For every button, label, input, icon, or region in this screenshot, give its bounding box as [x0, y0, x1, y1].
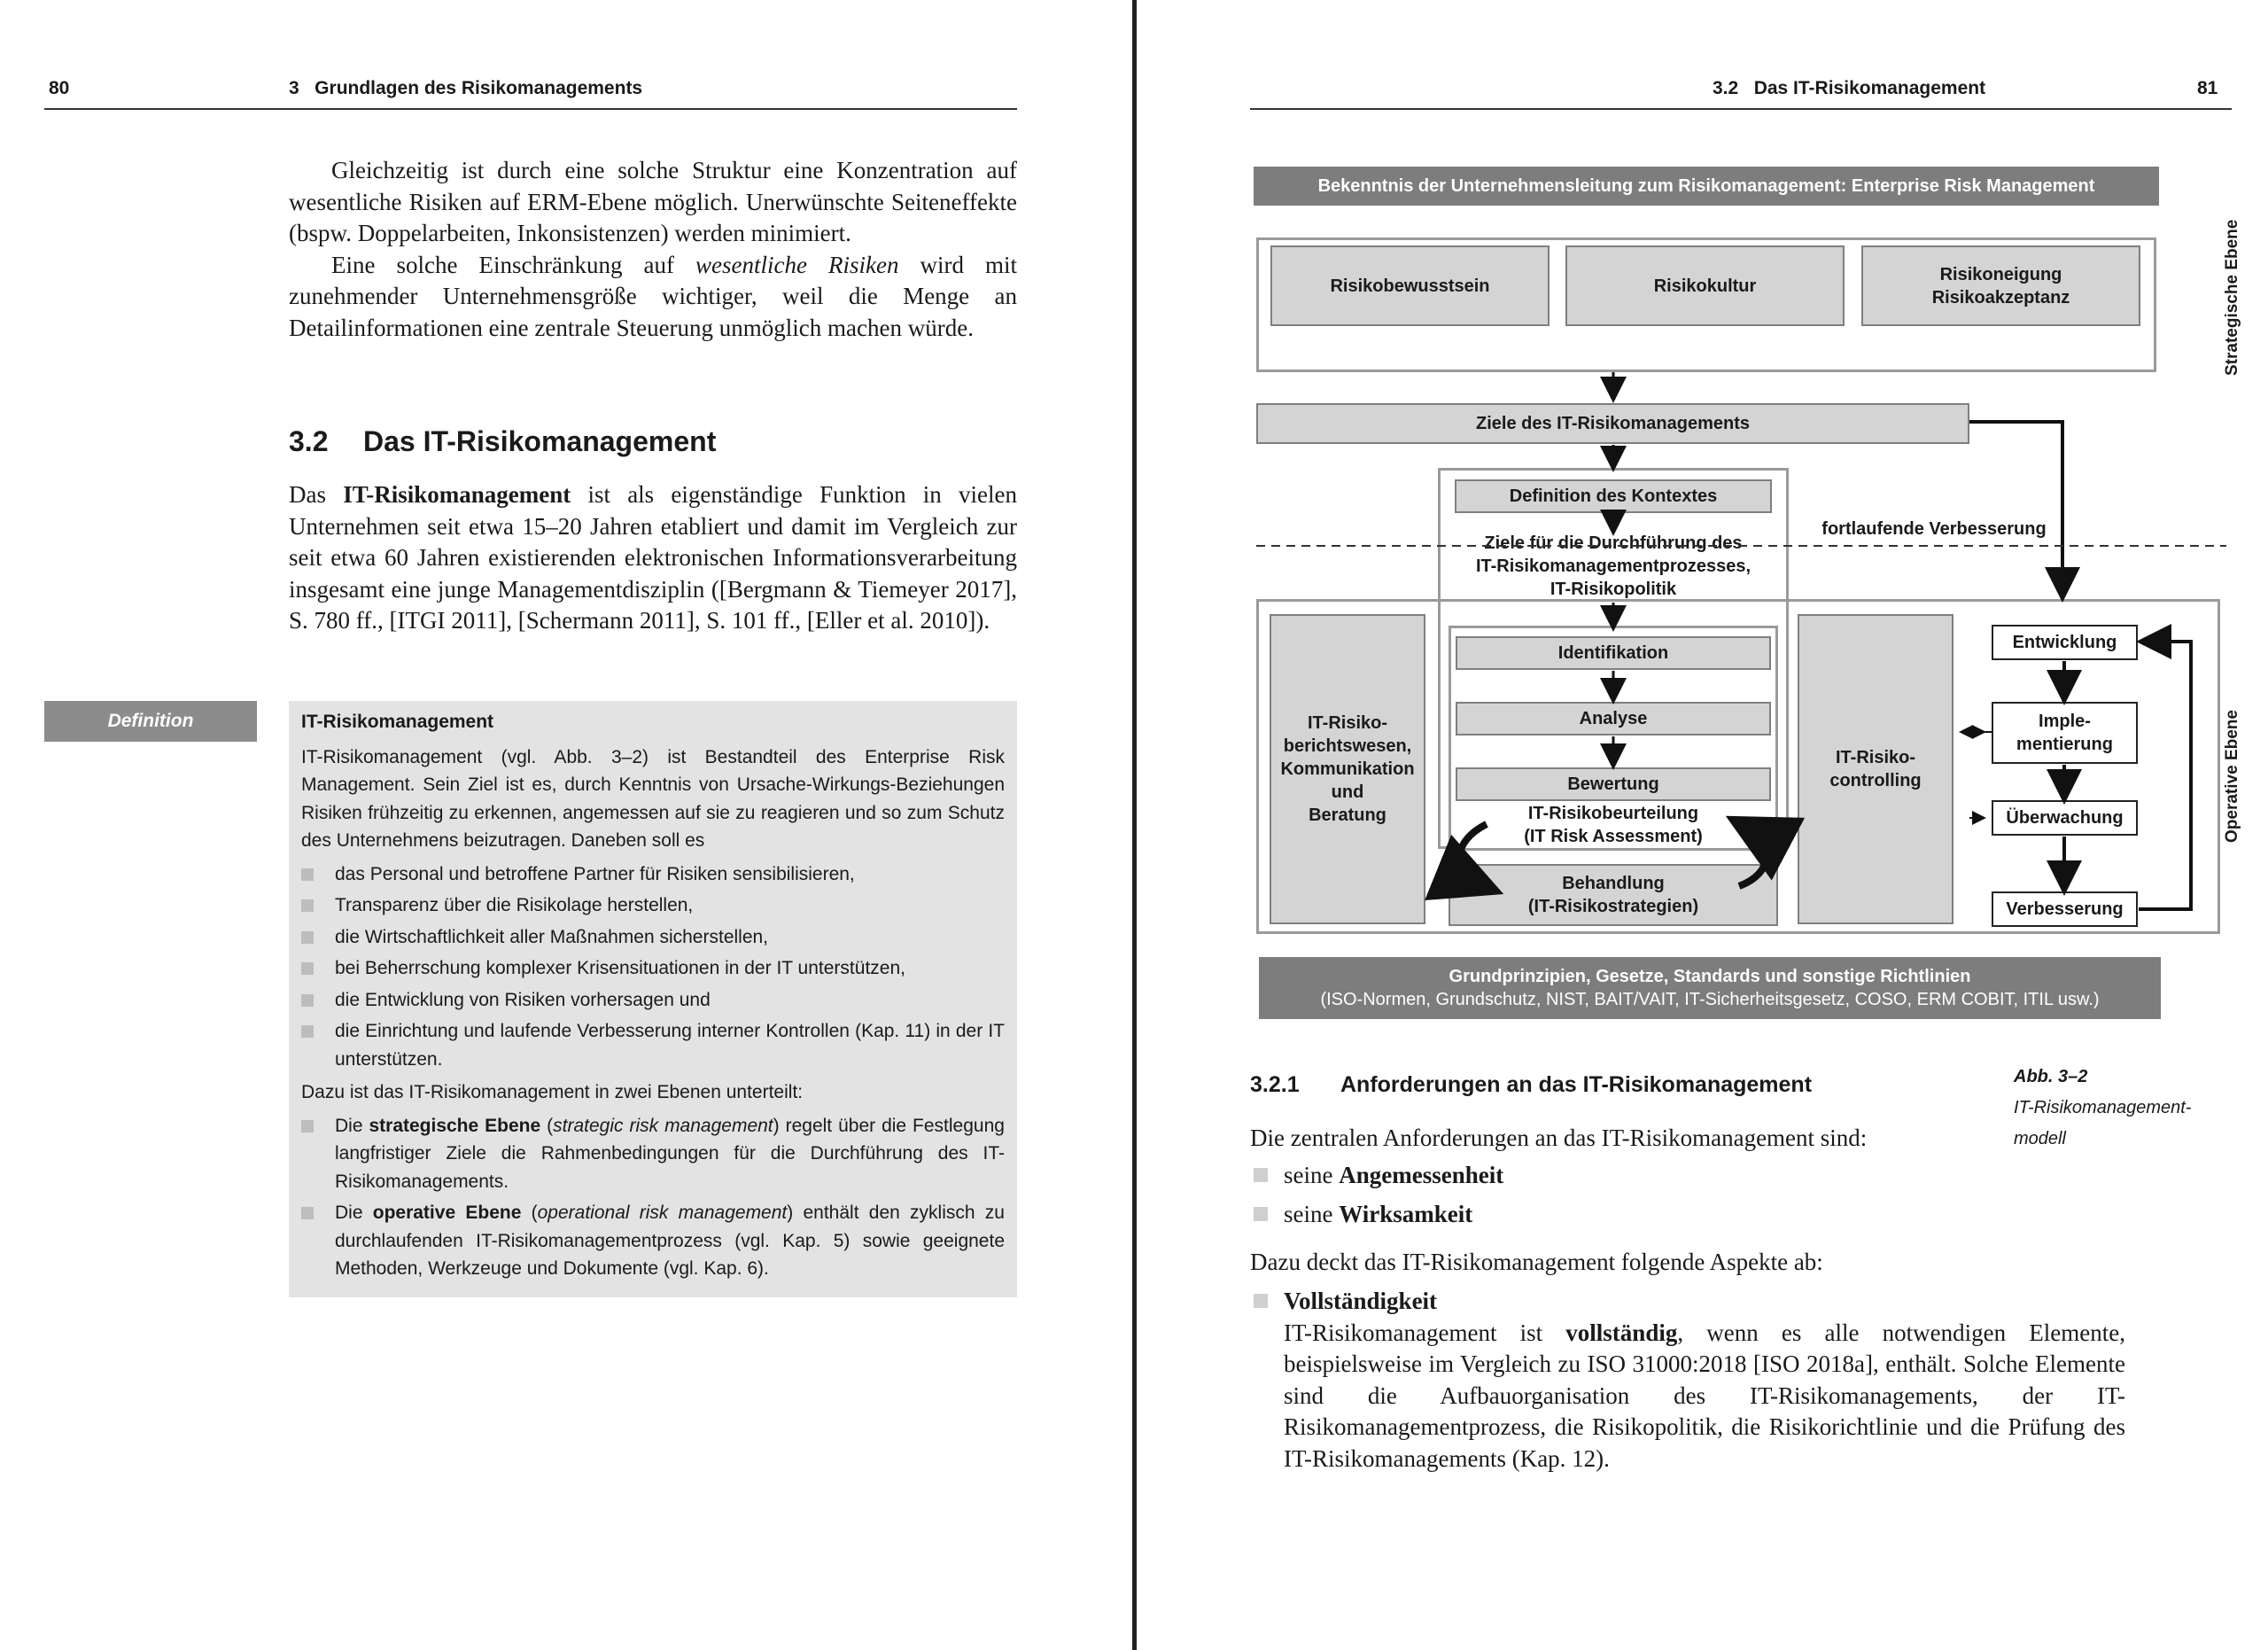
box-definition-kontext: Definition des Kontextes	[1455, 479, 1772, 513]
label-strategische-ebene: Strategische Ebene	[2223, 219, 2241, 376]
header-rule	[44, 108, 1017, 110]
right-page	[1137, 0, 2268, 1650]
box-implementierung: Imple- mentierung	[1992, 702, 2138, 764]
definition-box	[289, 701, 1017, 1297]
text-risikobeurteilung: IT-Risikobeurteilung (IT Risk Assessment)	[1524, 804, 1703, 846]
label-fortlaufende-verbesserung: fortlaufende Verbesserung	[1821, 519, 2047, 539]
list-item: das Personal und betroffene Partner für Risiken sensibilisieren,	[301, 860, 1005, 889]
figure-it-risk-model	[1137, 0, 2268, 1063]
definition-intro: IT-Risikomanagement (vgl. Abb. 3–2) ist Bestandteil des Enterprise Risk Management. Sein Ziel ist es, durch Kenntnis von Ursache-Wirkungs-Beziehungen Risiken frühzeitig zu erkennen, angemessen auf sie zu reagieren und so zum Schutz des Unternehmens beizutragen. Daneben soll es	[301, 746, 1005, 851]
diagram-bottom-bar: Grundprinzipien, Gesetze, Standards und sonstige Richtlinien (ISO-Normen, Grundschutz, NIST, BAIT/VAIT, IT-Sicherheitsgesetz, COSO, ERM COBIT, ITIL usw.)	[1259, 957, 2161, 1019]
subsection-number: 3.2.1	[1250, 1072, 1300, 1097]
box-risikoneigung: Risikoneigung Risikoakzeptanz	[1861, 245, 2140, 326]
body-text-section	[289, 479, 1017, 637]
box-risikokultur: Risikokultur	[1565, 245, 1845, 326]
bullet	[1254, 1168, 1268, 1182]
page-number: 81	[2197, 78, 2218, 98]
list-item: Transparenz über die Risikolage herstellen,	[301, 891, 1005, 920]
running-head: 3 Grundlagen des Risikomanagements	[289, 78, 643, 98]
box-analyse: Analyse	[1456, 702, 1771, 735]
figure-caption: Abb. 3–2 IT-Risikomanagement- modell	[2014, 1067, 2192, 1148]
list-item: seine Angemessenheit	[1284, 1162, 1504, 1188]
running-head: 3.2 Das IT-Risikomanagement	[1713, 78, 1986, 98]
aspects-intro: Dazu deckt das IT-Risikomanagement folgende Aspekte ab:	[1250, 1249, 1823, 1275]
section-number: 3.2	[289, 425, 329, 457]
box-ziele: Ziele des IT-Risikomanagements	[1256, 403, 1969, 444]
levels-intro: Dazu ist das IT-Risikomanagement in zwei Ebenen unterteilt:	[301, 1082, 804, 1102]
paragraph: Das IT-Risikomanagement ist als eigenständige Funktion in vielen Unternehmen seit etwa 15–20 Jahren etabliert und damit im Vergleich zur seit etwa 60 Jahren existierenden elektronischen Informationsverarbeitung insgesamt eine junge Managementdisziplin ([Bergmann & Tiemeyer 2017], S. 780 ff., [ITGI 2011], [Schermann 2011], S. 101 ff., [Eller et al. 2010]).	[289, 481, 1017, 634]
diagram-connectors	[1137, 0, 2268, 1063]
box-berichtswesen: IT-Risiko- berichtswesen, Kommunikation und Beratung	[1270, 614, 1425, 924]
box-entwicklung: Entwicklung	[1992, 625, 2138, 660]
bullet	[1254, 1294, 1268, 1308]
bullet	[1254, 1207, 1268, 1221]
list-item: bei Beherrschung komplexer Krisensituationen in der IT unterstützen,	[301, 954, 1005, 983]
box-identifikation: Identifikation	[1456, 636, 1771, 670]
list-item: Die strategische Ebene (strategic risk management) regelt über die Festlegung langfristiger Ziele die Rahmenbedingungen für die Durchführung des IT-Risikomanagements.	[301, 1112, 1005, 1196]
definition-label: Definition	[44, 701, 257, 742]
box-bewertung: Bewertung	[1456, 767, 1771, 801]
box-controlling: IT-Risiko- controlling	[1798, 614, 1953, 924]
left-page	[0, 0, 1132, 1650]
req-intro: Die zentralen Anforderungen an das IT-Risikomanagement sind:	[1250, 1125, 1868, 1151]
diagram-top-bar: Bekenntnis der Unternehmensleitung zum Risikomanagement: Enterprise Risk Management	[1254, 167, 2159, 206]
body-text-top	[289, 155, 1017, 344]
list-item: Die operative Ebene (operational risk management) enthält den zyklisch zu durchlaufenden IT-Risikomanagementprozess (vgl. Kap. 5) sowie geeignete Methoden, Werkzeuge und Dokumente (vgl. Kap. 6).	[301, 1199, 1005, 1283]
box-ueberwachung: Überwachung	[1992, 800, 2138, 836]
text-ziele-durchfuehrung: Ziele für die Durchführung des IT-Risikomanagementprozesses, IT-Risikopolitik	[1475, 533, 1751, 599]
list-item: die Einrichtung und laufende Verbesserung interner Kontrollen (Kap. 11) in der IT unterstützen.	[301, 1017, 1005, 1073]
box-risikobewusstsein: Risikobewusstsein	[1270, 245, 1550, 326]
label-operative-ebene: Operative Ebene	[2223, 710, 2241, 843]
subsection-title: Anforderungen an das IT-Risikomanagement	[1340, 1072, 1813, 1097]
list-item: die Wirtschaftlichkeit aller Maßnahmen sicherstellen,	[301, 923, 1005, 952]
definition-list	[301, 860, 1005, 1074]
aspect-item: Vollständigkeit IT-Risikomanagement ist vollständig, wenn es alle notwendigen Elemente, beispielsweise im Vergleich zu ISO 31000:2018 [ISO 2018a], enthält. Solche Elemente sind die Aufbauorganisation des IT-Risikomanagements, der IT-Risikomanagementprozess, die Risikopolitik, die Risikorichtlinie und die Prüfung des IT-Risikomanagements (Kap. 12).	[1284, 1288, 2125, 1472]
box-behandlung: Behandlung (IT-Risikostrategien)	[1449, 864, 1778, 926]
list-item: die Entwicklung von Risiken vorhersagen und	[301, 986, 1005, 1015]
list-item: seine Wirksamkeit	[1284, 1201, 1473, 1227]
section-title: Das IT-Risikomanagement	[363, 425, 717, 457]
levels-list	[301, 1112, 1005, 1283]
paragraph: Gleichzeitig ist durch eine solche Struktur eine Konzentration auf wesentliche Risiken auf ERM-Ebene möglich. Unerwünschte Seiteneffekte (bspw. Doppelarbeiten, Inkonsistenzen) werden minimiert.	[289, 157, 1017, 246]
definition-title: IT-Risikomanagement	[301, 712, 494, 732]
box-verbesserung: Verbesserung	[1992, 891, 2138, 927]
page-number: 80	[49, 78, 70, 98]
paragraph: Eine solche Einschränkung auf wesentliche Risiken wird mit zunehmender Unternehmensgröße wichtiger, weil die Menge an Detailinformationen eine zentrale Steuerung unmöglich machen würde.	[289, 251, 1017, 341]
